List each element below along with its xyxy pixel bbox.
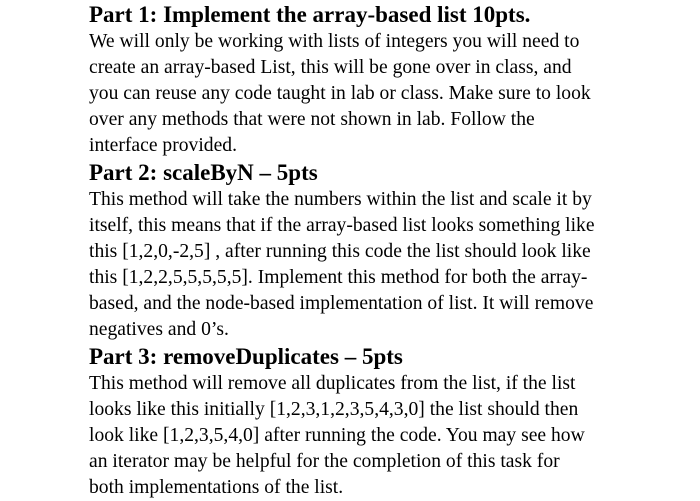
section-body-part-2: [89, 187, 688, 343]
body-line: itself, this means that if the array-based list looks something like: [89, 215, 595, 236]
body-line: create an array-based List, this will be gone over in class, and: [89, 57, 572, 78]
section-body-part-3: [89, 371, 688, 501]
section-heading-part-1: Part 1: Implement the array-based list 10pts.: [89, 2, 531, 27]
section-body-part-1: [89, 29, 688, 159]
body-line: This method will take the numbers within the list and scale it by: [89, 189, 592, 210]
body-line: based, and the node-based implementation of list. It will remove: [89, 293, 594, 314]
section-heading-part-2: Part 2: scaleByN – 5pts: [89, 160, 318, 185]
body-line: over any methods that were not shown in lab. Follow the: [89, 109, 535, 130]
body-line: We will only be working with lists of integers you will need to: [89, 31, 580, 52]
body-line: interface provided.: [89, 135, 237, 156]
body-line: you can reuse any code taught in lab or class. Make sure to look: [89, 83, 591, 104]
section-heading-part-3: Part 3: removeDuplicates – 5pts: [89, 344, 403, 369]
body-line: looks like this initially [1,2,3,1,2,3,5,4,3,0] the list should then: [89, 399, 579, 420]
body-line: this [1,2,0,-2,5] , after running this code the list should look like: [89, 241, 591, 262]
body-line: an iterator may be helpful for the completion of this task for: [89, 451, 560, 472]
section-part-1: [89, 1, 688, 159]
body-line: This method will remove all duplicates from the list, if the list: [89, 373, 576, 394]
section-part-2: [89, 159, 688, 343]
body-line: this [1,2,2,5,5,5,5,5]. Implement this method for both the array-: [89, 267, 588, 288]
section-part-3: [89, 343, 688, 501]
body-line: look like [1,2,3,5,4,0] after running the code. You may see how: [89, 425, 585, 446]
body-line: negatives and 0’s.: [89, 319, 229, 340]
body-line: both implementations of the list.: [89, 477, 344, 498]
